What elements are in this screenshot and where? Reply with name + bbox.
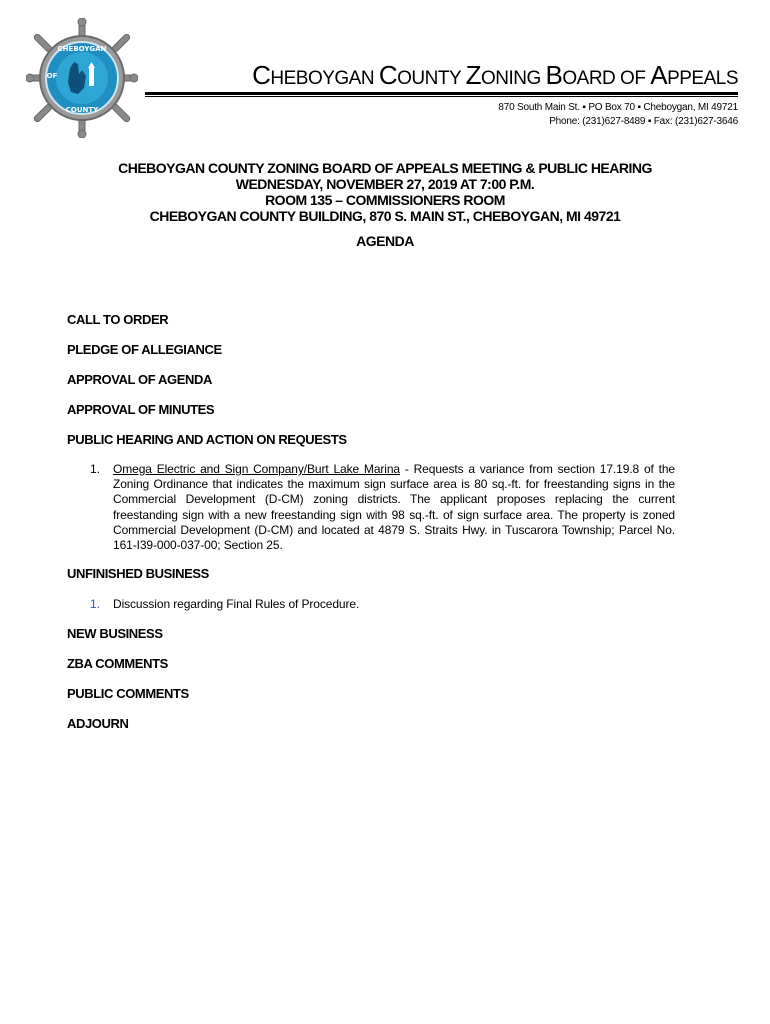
section-adjourn: ADJOURN (67, 716, 129, 731)
title-part-3-rest: ONING (480, 68, 546, 89)
header-rule-thin (145, 96, 738, 97)
meeting-room: ROOM 135 – COMMISSIONERS ROOM (265, 192, 505, 208)
section-unfinished-business: UNFINISHED BUSINESS (67, 566, 209, 581)
section-zba-comments: ZBA COMMENTS (67, 656, 168, 671)
unfinished-item: Discussion regarding Final Rules of Procedure. (113, 597, 360, 611)
section-call-to-order: CALL TO ORDER (67, 312, 169, 327)
title-part-1-initial: C (252, 60, 271, 90)
county-seal-logo (26, 18, 138, 138)
public-hearing-item-number: 1. (90, 462, 101, 476)
request-description: - Requests a variance from section 17.19.8 of the Zoning Ordinance that indicates the maximum sign surface area is 80 sq.-ft. for freestanding signs in the Commercial Development (D-CM) zoning districts. The applicant proposes replacing the current freestanding sign with a new freestanding sign with 98 sq.-ft. of sign surface area. The property is zoned Commercial Development (D-CM) and located at 4879 S. Straits Hwy. in Tuscarora Township; Parcel No. 161-I39-000-037-00; Section 25. (113, 462, 675, 553)
section-new-business: NEW BUSINESS (67, 626, 163, 641)
meeting-title: CHEBOYGAN COUNTY ZONING BOARD OF APPEALS MEETING & PUBLIC HEARING (118, 160, 652, 176)
title-part-3-initial: Z (465, 60, 481, 90)
applicant-name: Omega Electric and Sign Company/Burt Lake Marina (113, 462, 401, 476)
seal-text-left: OF (46, 72, 58, 80)
meeting-location: CHEBOYGAN COUNTY BUILDING, 870 S. MAIN ST., CHEBOYGAN, MI 49721 (149, 208, 621, 224)
header-rule-thick (145, 92, 738, 95)
unfinished-item-number: 1. (90, 597, 101, 611)
phone-fax-line: Phone: (231)627-8489 ▪ Fax: (231)627-3646 (549, 116, 738, 127)
section-approval-minutes: APPROVAL OF MINUTES (67, 402, 215, 417)
org-title (150, 60, 738, 94)
section-approval-agenda: APPROVAL OF AGENDA (67, 372, 212, 387)
public-hearing-item (113, 462, 675, 553)
section-public-hearing: PUBLIC HEARING AND ACTION ON REQUESTS (67, 432, 347, 447)
seal-text-top: CHEBOYGAN (57, 45, 107, 53)
address-line: 870 South Main St. ▪ PO Box 70 ▪ Cheboygan, MI 49721 (498, 102, 738, 113)
title-part-5-rest: PPEALS (667, 68, 738, 89)
title-part-2-initial: C (378, 60, 398, 90)
title-part-2-rest: OUNTY (397, 68, 466, 89)
title-part-1-rest: HEBOYGAN (270, 68, 379, 89)
agenda-label: AGENDA (356, 233, 414, 249)
seal-text-bottom: COUNTY (65, 106, 99, 114)
title-part-5-initial: A (650, 60, 668, 90)
section-public-comments: PUBLIC COMMENTS (67, 686, 189, 701)
title-part-4-initial: B (545, 60, 563, 90)
title-part-4-rest: OARD OF (562, 68, 651, 89)
meeting-date: WEDNESDAY, NOVEMBER 27, 2019 AT 7:00 P.M. (235, 176, 535, 192)
section-pledge: PLEDGE OF ALLEGIANCE (67, 342, 222, 357)
